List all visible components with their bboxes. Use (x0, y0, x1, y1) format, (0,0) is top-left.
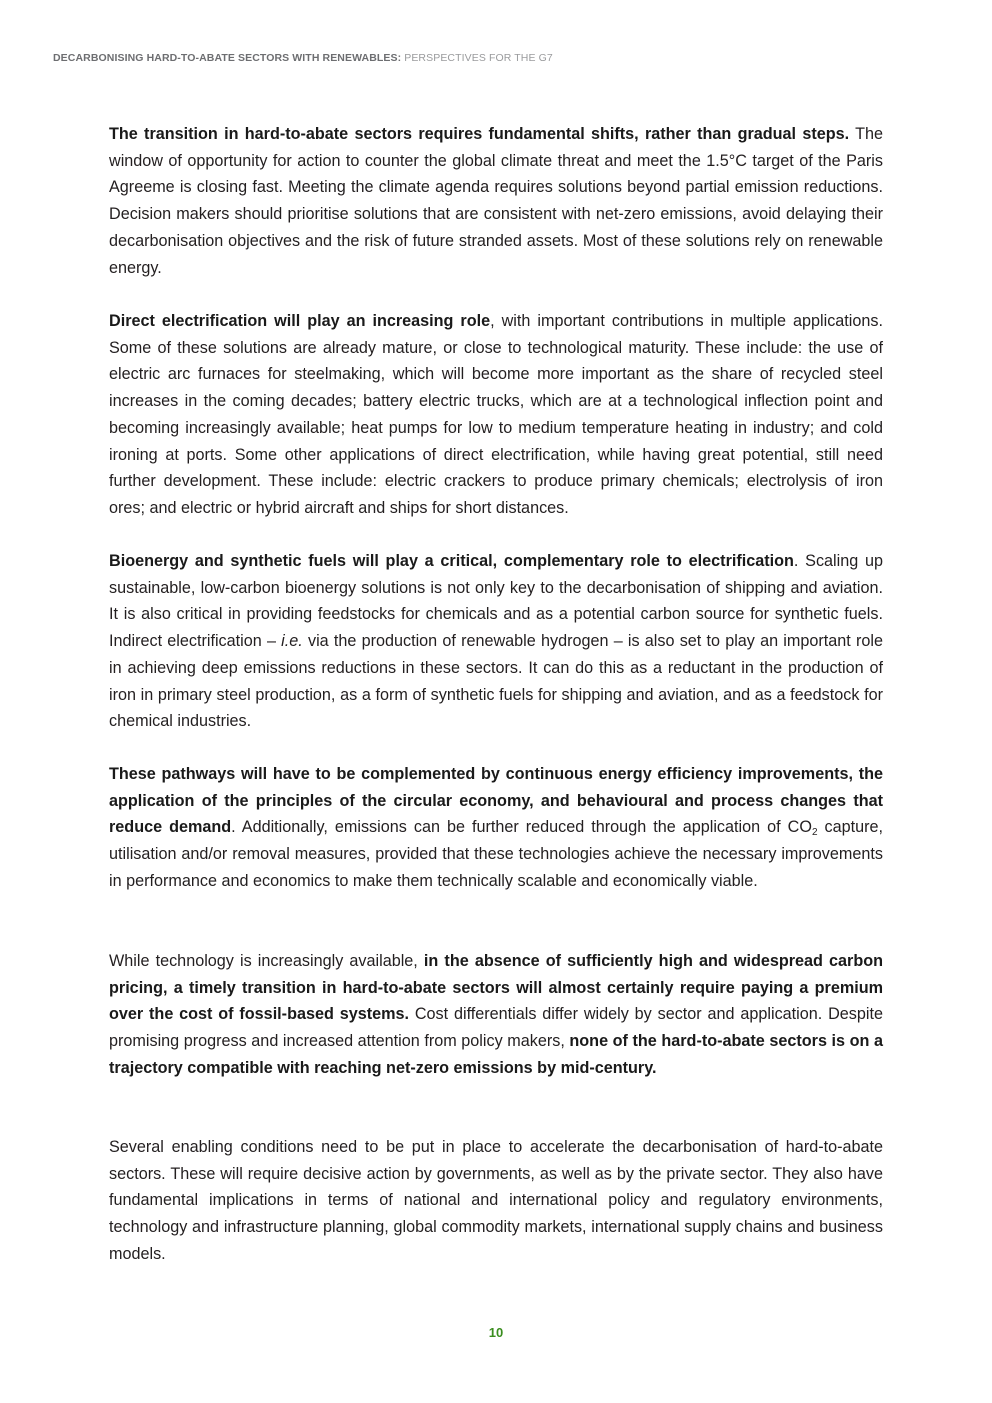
paragraph-emphasis: in the absence of sufficiently high and widespread carbon pricing, a timely transition in hard-to-abate sectors will almost certainly require paying a premium over the cost of fossil-based systems. (109, 952, 884, 1024)
paragraph-text: The window of opportunity for action to counter the global climate threat and meet the 1.5°C target of the Paris Agreeme is closing fast. Meeting the climate agenda requires solutions beyond partial emission reductions. Decision makers should prioritise solutions that are consistent with net-zero emissions, avoid delaying their decarbonisation objectives and the risk of future stranded assets. Most of these solutions rely on renewable energy. (109, 125, 883, 277)
paragraph-bioenergy (109, 548, 883, 735)
paragraph-text: , with important contributions in multiple applications. Some of these solutions are already mature, or close to technological maturity. These include: the use of electric arc furnaces for steelmaking, which will become more important as the share of recycled steel increases in the coming decades; battery electric trucks, which are at a technological inflection point and becoming increasingly available; heat pumps for low to medium temperature heating in industry; and cold ironing at ports. Some other applications of direct electrification, while having great potential, still need further development. These include: electric crackers to produce primary chemicals; electrolysis of iron ores; and electric or hybrid aircraft and ships for short distances. (109, 312, 883, 517)
running-header-subtitle: PERSPECTIVES FOR THE G7 (401, 52, 553, 64)
paragraph-complementary-pathways (109, 761, 883, 895)
page-number: 10 (488, 1325, 504, 1340)
paragraph-carbon-pricing (109, 948, 883, 1082)
paragraph-lead: Bioenergy and synthetic fuels will play a critical, complementary role to electrification (109, 552, 794, 570)
paragraph-italic: i.e. (281, 632, 303, 651)
paragraph-text: . Additionally, emissions can be further reduced through the application of CO (231, 818, 812, 837)
paragraph-emphasis: none of the hard-to-abate sectors is on a trajectory compatible with reaching net-zero emissions by mid-century. (109, 1032, 883, 1077)
paragraph-text: via the production of renewable hydrogen – is also set to play an important role in achieving deep emissions reductions in these sectors. It can do this as a reductant in the production of iron in primary steel production, as a form of synthetic fuels for shipping and aviation, and as a feedstock for chemical industries. (109, 632, 883, 731)
paragraph-text: While technology is increasingly available, (109, 952, 424, 970)
running-header (53, 52, 553, 64)
paragraph-transition (109, 121, 883, 281)
co2-subscript: 2 (811, 827, 818, 839)
paragraph-text: Cost differentials differ widely by sector and application. Despite promising progress and increased attention from policy makers, (109, 1005, 883, 1051)
paragraph-lead: These pathways will have to be complemented by continuous energy efficiency improvements, the application of the principles of the circular economy, and behavioural and process changes that reduce demand (109, 765, 883, 837)
paragraph-text: Several enabling conditions need to be put in place to accelerate the decarbonisation of hard-to-abate sectors. These will require decisive action by governments, as well as by the private sector. They also have fundamental implications in terms of national and international policy and regulatory environments, technology and infrastructure planning, global commodity markets, international supply chains and business models. (109, 1138, 883, 1263)
running-header-title: DECARBONISING HARD-TO-ABATE SECTORS WITH RENEWABLES: (53, 52, 402, 64)
paragraph-text: capture, utilisation and/or removal measures, provided that these technologies achieve the necessary improvements in performance and economics to make them technically scalable and economically viable. (109, 818, 884, 890)
paragraph-lead: Direct electrification will play an increasing role (109, 312, 491, 330)
paragraph-direct-electrification (109, 308, 883, 522)
paragraph-lead: The transition in hard-to-abate sectors requires fundamental shifts, rather than gradual steps. (109, 125, 850, 143)
paragraph-text: . Scaling up sustainable, low-carbon bioenergy solutions is not only key to the decarbonisation of shipping and aviation. It is also critical in providing feedstocks for chemicals and as a potential carbon source for synthetic fuels. Indirect electrification – (109, 552, 883, 651)
paragraph-enabling-conditions (109, 1134, 883, 1268)
